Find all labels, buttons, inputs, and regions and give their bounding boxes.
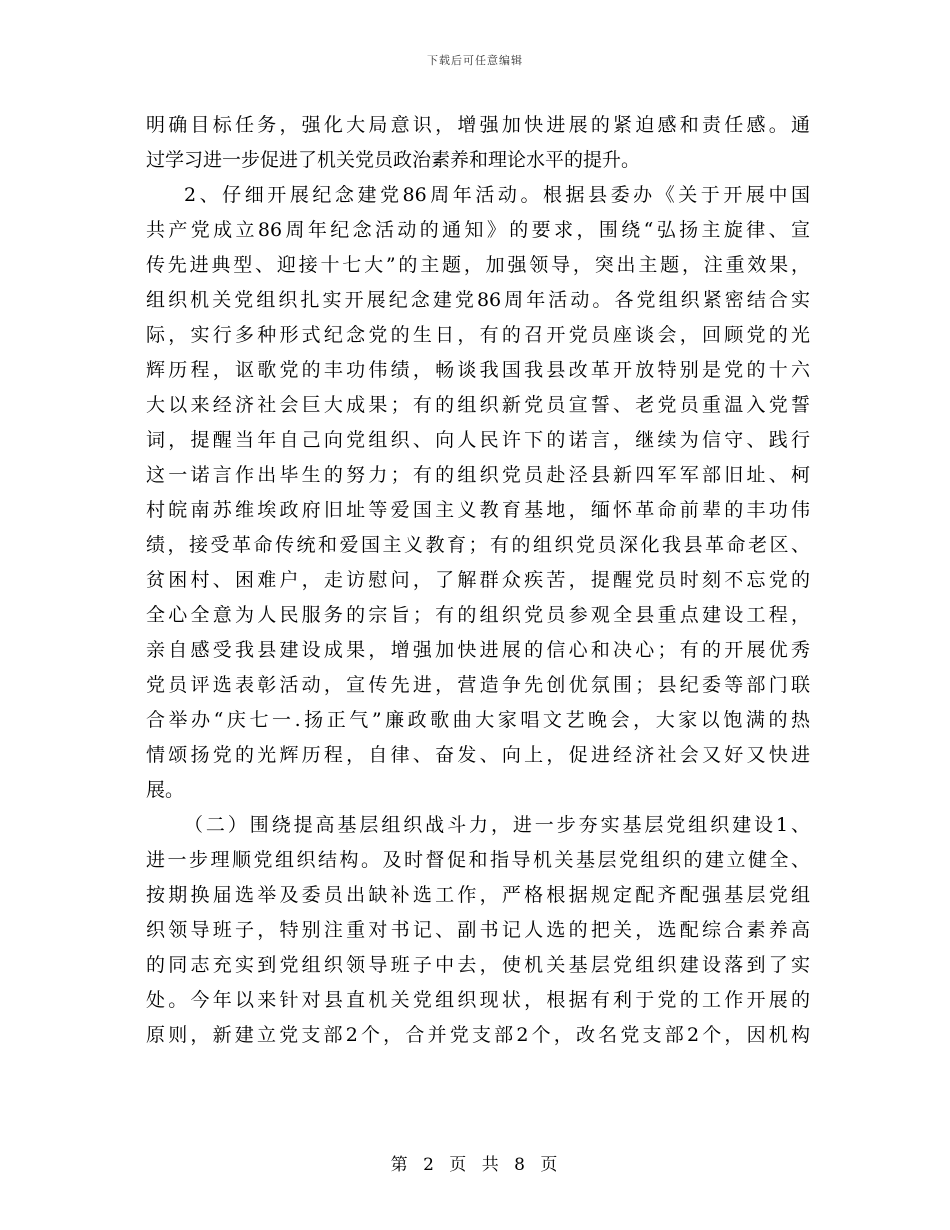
text-line: 的同志充实到党组织领导班子中去，使机关基层党组织建设落到了实 [146,954,810,976]
text-line: 词，提醒当年自己向党组织、向人民许下的诺言，继续为信守、践行 [146,429,810,451]
text-line: 贫困村、困难户，走访慰问，了解群众疾苦，提醒党员时刻不忘党的 [146,569,810,591]
text-line: 展。 [146,779,185,801]
text-line: 村皖南苏维埃政府旧址等爱国主义教育基地，缅怀革命前辈的丰功伟 [146,499,810,521]
text-line: 原则，新建立党支部2个，合并党支部2个，改名党支部2个，因机构 [146,1024,810,1046]
text-line: 际，实行多种形式纪念党的生日，有的召开党员座谈会，回顾党的光 [146,324,810,346]
paragraph-start-line: （二）围绕提高基层组织战斗力，进一步夯实基层党组织建设1、 [184,814,810,836]
text-line: 按期换届选举及委员出缺补选工作，严格根据规定配齐配强基层党组 [146,884,810,906]
text-line: 这一诺言作出毕生的努力；有的组织党员赴泾县新四军军部旧址、柯 [146,464,810,486]
text-line: 明确目标任务，强化大局意识，增强加快进展的紧迫感和责任感。通 [146,114,810,136]
text-line: 党员评选表彰活动，宣传先进，营造争先创优氛围；县纪委等部门联 [146,674,810,696]
text-line: 处。今年以来针对县直机关党组织现状，根据有利于党的工作开展的 [146,989,810,1011]
text-line: 进一步理顺党组织结构。及时督促和指导机关基层党组织的建立健全、 [146,849,810,871]
text-line: 共产党成立86周年纪念活动的通知》的要求，围绕“弘扬主旋律、宣 [146,219,810,241]
text-line: 绩，接受革命传统和爱国主义教育；有的组织党员深化我县革命老区、 [146,534,810,556]
text-line: 大以来经济社会巨大成果；有的组织新党员宣誓、老党员重温入党誓 [146,394,810,416]
text-line: 情颂扬党的光辉历程，自律、奋发、向上，促进经济社会又好又快进 [146,744,810,766]
text-line: 全心全意为人民服务的宗旨；有的组织党员参观全县重点建设工程， [146,604,810,626]
text-line: 过学习进一步促进了机关党员政治素养和理论水平的提升。 [146,149,641,171]
text-line: 组织机关党组织扎实开展纪念建党86周年活动。各党组织紧密结合实 [146,289,810,311]
text-line: 辉历程，讴歌党的丰功伟绩，畅谈我国我县改革开放特别是党的十六 [146,359,810,381]
page-number-footer: 第 2 页 共 8 页 [390,1155,560,1175]
text-line: 织领导班子，特别注重对书记、副书记人选的把关，选配综合素养高 [146,919,810,941]
text-line: 合举办“庆七一.扬正气”廉政歌曲大家唱文艺晚会，大家以饱满的热 [146,709,810,731]
paragraph-start-line: 2、仔细开展纪念建党86周年活动。根据县委办《关于开展中国 [184,184,810,206]
document-body [146,108,810,1053]
text-line: 传先进典型、迎接十七大”的主题，加强领导，突出主题，注重效果， [146,254,810,276]
text-line: 亲自感受我县建设成果，增强加快进展的信心和决心；有的开展优秀 [146,639,810,661]
page-header-note: 下载后可任意编辑 [427,54,523,67]
